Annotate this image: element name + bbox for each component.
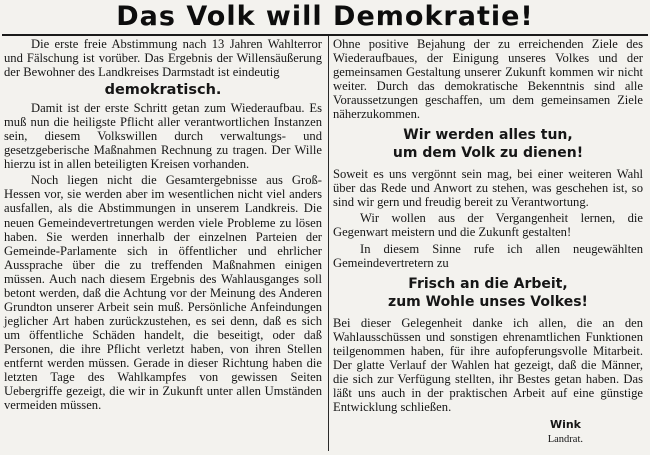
slogan-serve-people-line-2: um dem Volk zu dienen! (392, 145, 584, 162)
right-paragraph-5: Bei dieser Gelegenheit danke ich allen, die an den Wahlausschüssen und sonstigen ehrenamtlichen Funktionen teilgenommen haben, für ihre aufopferungsvolle Mitarbeit. Der glatte Verlauf der Wahlen hat gezeigt, daß die Männer, die sich zur Verfügung stellten, ihr Bestes getan haben. Das läßt uns auch in der praktischen Arbeit auf eine günstige Entwicklung schließen. (333, 315, 643, 414)
right-paragraph-4: In diesem Sinne rufe ich allen neugewählten Gemeindevertretern zu (333, 241, 643, 270)
left-column (4, 37, 322, 412)
slogan-serve-people-line-1: Wir werden alles tun, (403, 127, 573, 144)
left-paragraph-2: Damit ist der erste Schritt getan zum Wiederaufbau. Es muß nun die heiligste Pflicht aller verantwortlichen Instanzen sein, diesem Volkswillen durch verwaltungs- und gesetzgeberische Maßnahmen Rechnung zu tragen. Der Wille hierzu ist in allen beteiligten Kreisen vorhanden. (4, 101, 322, 172)
column-divider (328, 36, 329, 451)
emphasis-word: demokratisch. (104, 82, 222, 99)
left-paragraph-1: Die erste freie Abstimmung nach 13 Jahren Wahlterror und Fälschung ist vorüber. Das Ergebnis der Willensäußerung der Bewohner des Landkreises Darmstadt ist eindeutig (4, 37, 322, 80)
slogan-to-work-line-1: Frisch an die Arbeit, (408, 275, 568, 292)
slogan-to-work-line-2: zum Wohle unses Volkes! (388, 293, 588, 310)
headline-rule (2, 34, 648, 36)
left-paragraph-3: Noch liegen nicht die Gesamtergebnisse aus Groß-Hessen vor, sie werden aber im wesentlichen nicht viel anders ausfallen, als die Abstimmungen in unserem Landkreis. Die neuen Gemeindevertretungen werden viele Probleme zu lösen haben. Sie werden innerhalb der einzelnen Parteien der Gemeinde-Parlamente sich in öffentlicher und ehrlicher Aussprache über die zu treffenden Maßnahmen einigen müssen. Auch nach diesem Ergebnis des Wahlausganges soll betont werden, daß die Achtung vor der Meinung des Anderen Grundton unserer Arbeit sein muß. Persönliche Anfeindungen jeglicher Art haben zurückzustehen, es sei denn, daß es sich um öffentliche Schäden handelt, die beseitigt, oder daß Personen, die ihre Pflicht verletzt haben, von ihren Stellen entfernt werden müssen. Gerade in dieser Richtung haben die letzten Tage des Wahlkampfes von gewissen Seiten Uebergriffe gezeigt, die wir in Zukunft unter allen Umständen vermeiden müssen. (4, 173, 322, 413)
signature-name: Wink (549, 417, 581, 431)
right-column (333, 37, 643, 446)
right-paragraph-1: Ohne positive Bejahung der zu erreichenden Ziele des Wiederaufbaues, der Einigung unseres Volkes und der gemeinsamen Gestaltung unserer Zukunft kommen wir nicht weiter. Durch das demokratische Bekenntnis sind alle Voraussetzungen geschaffen, um dem gemeinsamen Ziele näherzukommen. (333, 37, 643, 122)
right-paragraph-2: Soweit es uns vergönnt sein mag, bei einer weiteren Wahl über das Rede und Anwort zu stehen, was geschehen ist, so sind wir gern und freudig bereit zu Verantwortung. (333, 167, 643, 210)
headline: Das Volk will Demokratie! (116, 1, 534, 32)
slogan-serve-people (333, 126, 643, 162)
slogan-to-work (333, 275, 643, 311)
right-paragraph-3: Wir wollen aus der Vergangenheit lernen, die Gegenwart meistern und die Zukunft gestalten! (333, 211, 643, 240)
signature-title: Landrat. (547, 433, 583, 445)
